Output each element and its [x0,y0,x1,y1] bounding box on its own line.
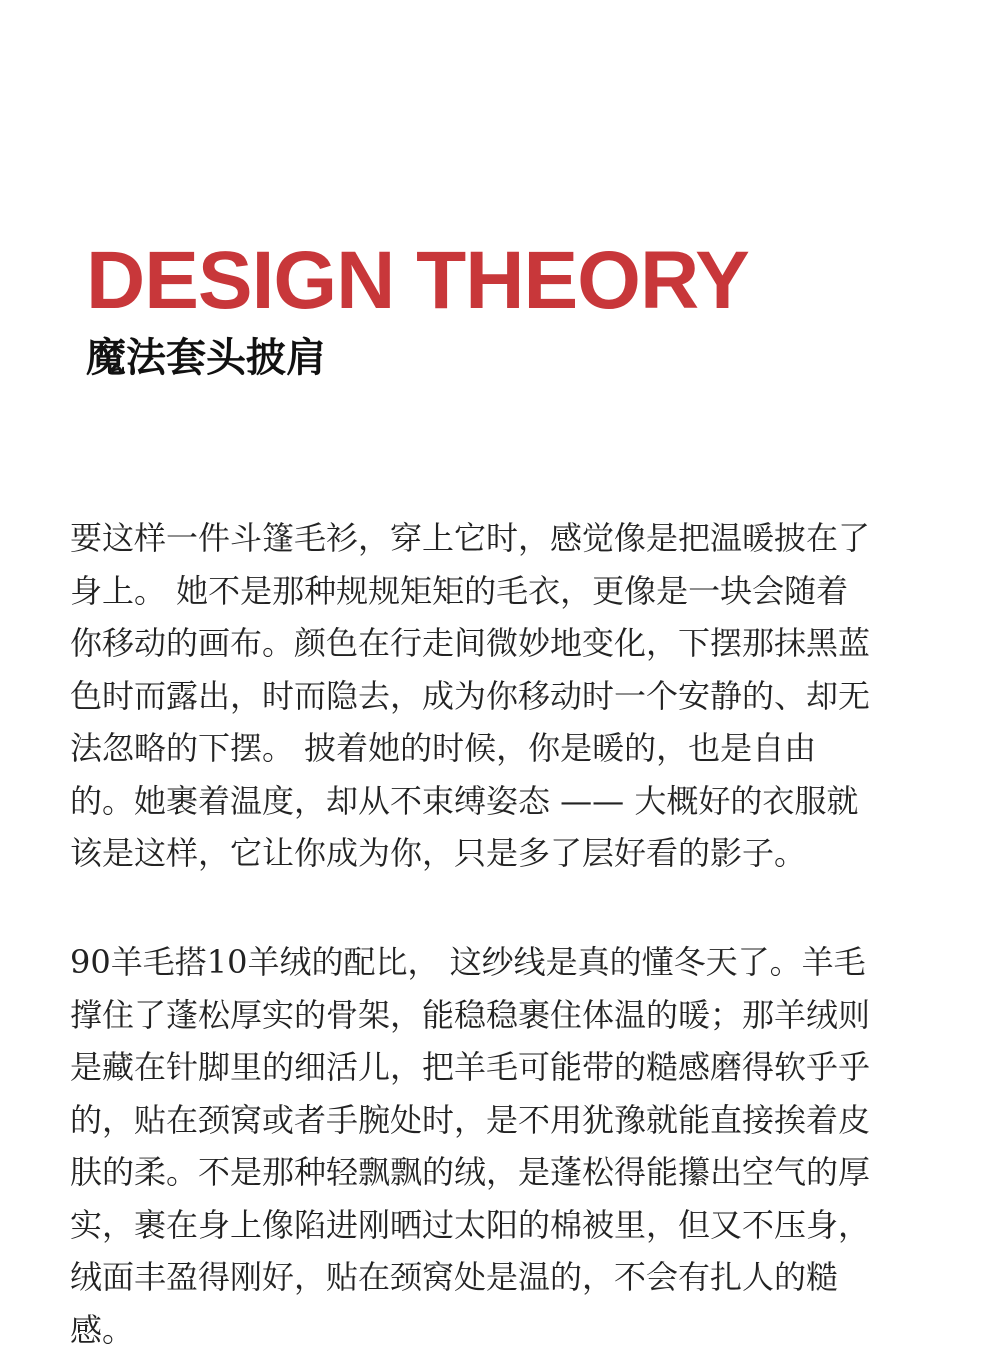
paragraph-line: 的，贴在颈窝或者手腕处时，是不用犹豫就能直接挨着皮 [70,1100,871,1139]
page-title: DESIGN THEORY [86,235,749,326]
paragraph-material [70,936,920,1356]
paragraph-line: 是藏在针脚里的细活儿，把羊毛可能带的糙感磨得软乎乎 [70,1048,871,1086]
paragraph-line: 90羊毛搭10羊绒的配比， 这纱线是真的懂冬天了。羊毛 [70,943,866,981]
paragraph-line: 身上。 她不是那种规规矩矩的毛衣，更像是一块会随着 [70,571,849,610]
paragraph-line: 感。 [70,1310,135,1349]
paragraph-line: 实，裹在身上像陷进刚晒过太阳的棉被里，但又不压身， [70,1205,871,1244]
paragraph-description [70,512,920,880]
paragraph-line: 肤的柔。不是那种轻飘飘的绒，是蓬松得能攥出空气的厚 [70,1153,871,1191]
paragraph-line: 要这样一件斗篷毛衫，穿上它时，感觉像是把温暖披在了 [70,519,871,557]
paragraph-line: 色时而露出，时而隐去，成为你移动时一个安静的、却无 [70,676,871,715]
paragraph-line: 撑住了蓬松厚实的骨架，能稳稳裹住体温的暖；那羊绒则 [70,995,871,1034]
paragraph-line: 绒面丰盈得刚好，贴在颈窝处是温的，不会有扎人的糙 [70,1258,839,1296]
paragraph-line: 该是这样，它让你成为你，只是多了层好看的影子。 [70,834,807,872]
paragraph-line: 的。她裹着温度，却从不束缚姿态 —— 大概好的衣服就 [70,781,859,820]
paragraph-line: 法忽略的下摆。 披着她的时候，你是暖的，也是自由 [70,729,817,767]
paragraph-line: 你移动的画布。颜色在行走间微妙地变化，下摆那抹黑蓝 [70,624,871,662]
page-subtitle: 魔法套头披肩 [86,335,326,381]
